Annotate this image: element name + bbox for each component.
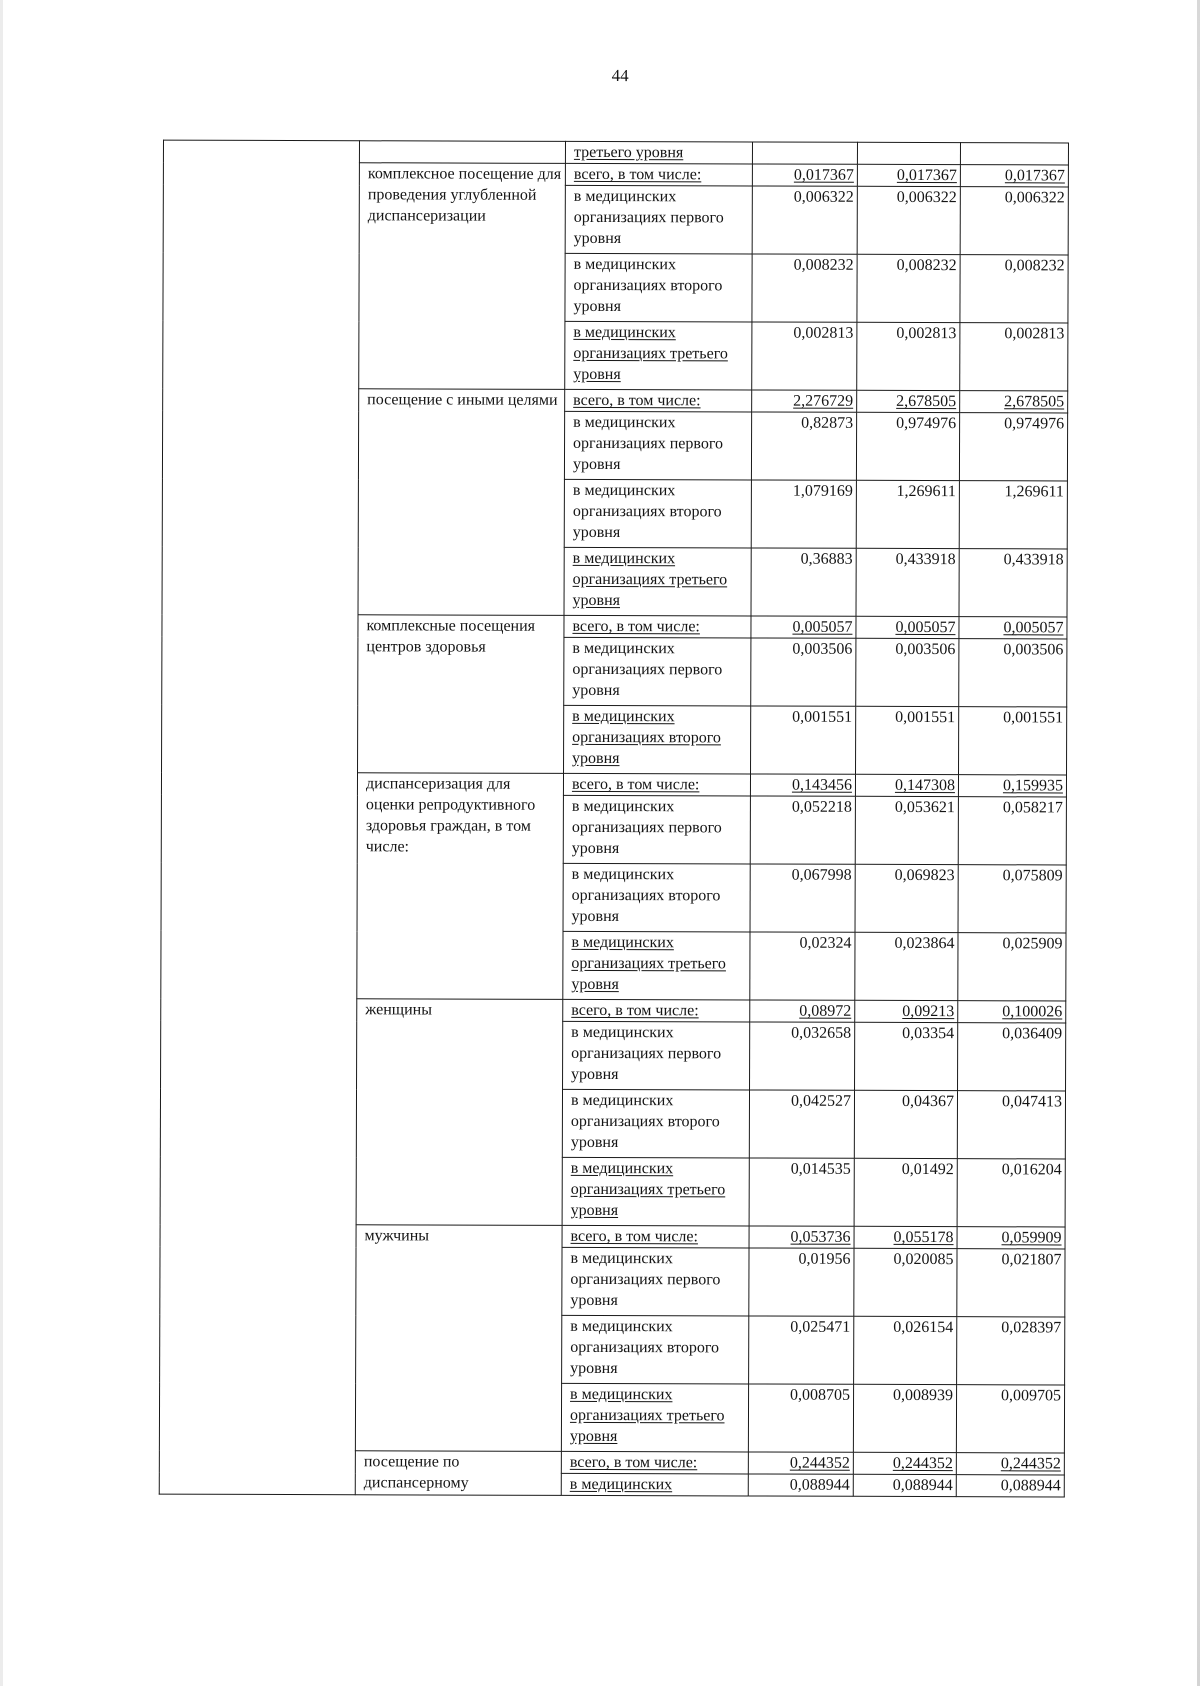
level-label-cell-text: в медицинских организациях третьего уровня — [573, 323, 728, 384]
total-label-cell — [562, 1225, 749, 1248]
level-label-cell-text: в медицинских организациях второго уровня — [572, 707, 721, 768]
value-cell-3 — [956, 1453, 1064, 1475]
value-cell-3 — [957, 1249, 1065, 1317]
level-label-cell — [564, 479, 751, 548]
value-cell-1-text: 0,002813 — [793, 324, 854, 342]
value-cell-2-text: 0,020085 — [893, 1250, 954, 1269]
value-cell-3-text: 0,009705 — [1001, 1387, 1062, 1405]
value-cell-3-text: 0,075809 — [1002, 867, 1063, 885]
value-cell-2-text: 0,003506 — [895, 640, 956, 659]
value-cell-2-text: 0,147308 — [894, 776, 956, 795]
value-cell-1-text: 0,003506 — [792, 640, 853, 658]
value-cell-1 — [751, 548, 856, 616]
value-cell-1 — [749, 1248, 854, 1316]
value-cell-3-text: 0,974976 — [1004, 415, 1065, 433]
value-cell-2 — [856, 412, 959, 480]
value-cell-1 — [752, 254, 857, 322]
value-cell-3-text: 0,001551 — [1003, 709, 1064, 727]
value-cell-2 — [854, 1090, 957, 1158]
value-cell-1 — [750, 774, 855, 796]
value-cell-3 — [959, 481, 1067, 549]
value-cell-1-text: 0,01956 — [798, 1250, 851, 1268]
value-cell-2-text: 0,244352 — [892, 1454, 953, 1473]
total-label-cell — [563, 773, 750, 796]
value-cell-3 — [960, 323, 1068, 391]
value-cell-3 — [956, 1385, 1064, 1453]
value-cell-3 — [960, 187, 1068, 255]
value-cell-2 — [853, 1384, 956, 1452]
value-cell-2-text: 0,006322 — [896, 188, 957, 207]
total-label-cell-text: всего, в том числе: — [571, 1001, 699, 1020]
value-cell-1 — [751, 412, 856, 480]
level-label-cell — [562, 1315, 749, 1384]
value-cell-2 — [856, 638, 959, 706]
value-cell-2 — [854, 1226, 957, 1248]
value-cell-3-text: 0,003506 — [1003, 641, 1064, 659]
value-cell-1 — [749, 1158, 854, 1226]
level-label-cell — [561, 1473, 748, 1496]
value-cell-3 — [958, 933, 1066, 1001]
value-cell-2 — [855, 864, 958, 932]
value-cell-2-text: 1,269611 — [896, 482, 956, 501]
category-cell — [359, 141, 565, 164]
value-cell-2 — [853, 1452, 956, 1474]
level-label-cell-text: в медицинских организациях второго уровня — [570, 1317, 720, 1378]
value-cell-1 — [752, 390, 857, 412]
value-cell-2 — [857, 186, 960, 254]
value-cell-2 — [857, 390, 960, 412]
value-cell-1 — [752, 186, 857, 254]
level-label-cell-text: в медицинских — [569, 1475, 673, 1494]
value-cell-1 — [752, 322, 857, 390]
value-cell-2-text: 0,04367 — [901, 1092, 955, 1111]
value-cell-3-text: 0,059909 — [1001, 1229, 1062, 1247]
level-label-cell-text: в медицинских организациях третьего уровня — [570, 1159, 726, 1220]
value-cell-1-text: 0,042527 — [790, 1092, 852, 1110]
level-label-cell — [565, 253, 752, 322]
total-label-cell — [565, 389, 752, 412]
value-cell-3-text: 0,008232 — [1004, 257, 1065, 275]
value-cell-1 — [751, 706, 856, 774]
category-cell-text: диспансеризация для оценки репродуктивного здоровья граждан, в том числе: — [365, 775, 536, 856]
value-cell-2-text: 0,008232 — [896, 256, 957, 275]
level-label-cell-text: в медицинских организациях третьего уровня — [572, 549, 728, 610]
value-cell-1 — [750, 932, 855, 1000]
value-cell-3-text: 0,021807 — [1001, 1251, 1062, 1269]
value-cell-1-text: 0,088944 — [789, 1476, 850, 1494]
category-cell-text: комплексное посещение для проведения углубленной диспансеризации — [367, 165, 562, 225]
level-cell-text: третьего уровня — [573, 143, 684, 162]
value-cell-3 — [959, 707, 1067, 775]
value-cell-2 — [857, 164, 960, 186]
level-label-cell-text: в медицинских организациях второго уровня — [570, 1091, 720, 1152]
value-cell-1 — [750, 1000, 855, 1022]
value-cell-3 — [958, 1001, 1066, 1023]
value-cell-2 — [856, 706, 959, 774]
data-table — [159, 140, 1069, 1498]
value-cell-1 — [748, 1384, 853, 1452]
value-cell-1 — [751, 638, 856, 706]
total-label-cell-text: всего, в том числе: — [571, 775, 700, 794]
value-cell-2-text: 0,433918 — [895, 550, 956, 569]
total-label-cell — [565, 163, 752, 186]
level-label-cell-text: в медицинских организациях первого уровня — [571, 797, 722, 858]
value-cell-2 — [854, 1158, 957, 1226]
value-cell-2-text: 0,026154 — [893, 1318, 954, 1337]
level-label-cell — [563, 931, 750, 1000]
value-cell-1-text: 0,143456 — [791, 776, 853, 794]
value-cell-2-text: 0,001551 — [895, 708, 956, 727]
value-cell-3 — [959, 549, 1067, 617]
level-label-cell-text: в медицинских организациях первого уровня — [573, 187, 724, 248]
value-cell-1-text: 0,08972 — [799, 1002, 852, 1020]
category-cell — [357, 773, 564, 1000]
value-cell-3 — [958, 865, 1066, 933]
value-cell-2-text: 0,09213 — [902, 1002, 955, 1021]
value-cell-3-text: 0,159935 — [1002, 777, 1063, 795]
value-cell-1-text: 0,006322 — [793, 188, 854, 206]
category-cell — [356, 999, 563, 1226]
value-cell-2-text: 0,03354 — [902, 1024, 955, 1043]
value-cell-2 — [855, 796, 958, 864]
value-cell-1-text: 0,36883 — [800, 550, 853, 568]
value-cell-3-text: 0,433918 — [1003, 551, 1064, 569]
value-cell-3-text: 0,028397 — [1001, 1319, 1062, 1337]
value-cell-2-text: 0,053621 — [894, 798, 955, 817]
level-label-cell-text: в медицинских организациях третьего уровня — [571, 933, 726, 994]
value-cell-1-text: 0,001551 — [792, 708, 853, 726]
value-cell — [752, 142, 857, 164]
value-cell-1-text: 0,82873 — [801, 414, 854, 432]
total-label-cell — [564, 615, 751, 638]
level-label-cell — [565, 185, 752, 254]
value-cell-1-text: 0,032658 — [791, 1024, 852, 1042]
level-label-cell-text: в медицинских организациях второго уровня — [571, 865, 721, 926]
value-cell-3 — [959, 617, 1067, 639]
level-label-cell-text: в медицинских организациях первого уровня — [571, 1023, 722, 1084]
value-cell-1 — [749, 1090, 854, 1158]
value-cell-1 — [748, 1452, 853, 1474]
category-cell — [358, 615, 564, 774]
value-cell-1 — [751, 616, 856, 638]
value-cell-2-text: 2,678505 — [896, 392, 957, 411]
value-cell-3-text: 0,006322 — [1004, 189, 1065, 207]
level-label-cell — [562, 1089, 749, 1158]
value-cell-2 — [855, 1022, 958, 1090]
page-number: 44 — [611, 66, 629, 86]
total-label-cell-text: всего, в том числе: — [569, 1453, 698, 1472]
value-cell-1-text: 0,025471 — [790, 1318, 851, 1336]
value-cell-3-text: 2,678505 — [1004, 393, 1065, 411]
value-cell-2-text: 0,088944 — [892, 1476, 953, 1495]
value-cell-2 — [854, 1248, 957, 1316]
category-cell-text: женщины — [365, 1001, 432, 1019]
level-label-cell — [564, 705, 751, 774]
level-label-cell — [562, 1247, 749, 1316]
level-label-cell — [563, 795, 750, 864]
category-cell-text: посещение с иными целями — [367, 391, 558, 409]
value-cell-2 — [856, 480, 959, 548]
value-cell-3-text: 0,016204 — [1001, 1161, 1062, 1179]
value-cell-3 — [958, 775, 1066, 797]
value-cell-2 — [853, 1474, 956, 1496]
value-cell-3 — [957, 1091, 1065, 1159]
value-cell-3-text: 0,017367 — [1004, 167, 1065, 185]
total-label-cell — [561, 1451, 748, 1474]
value-cell-3-text: 0,005057 — [1003, 619, 1064, 637]
value-cell-1-text: 0,017367 — [793, 166, 854, 184]
total-label-cell-text: всего, в том числе: — [570, 1227, 699, 1246]
value-cell-3-text: 0,244352 — [1000, 1455, 1061, 1473]
value-cell-3-text: 0,058217 — [1002, 799, 1063, 817]
level-label-cell — [563, 863, 750, 932]
value-cell-2-text: 0,023864 — [894, 934, 955, 953]
value-cell-3 — [960, 391, 1068, 413]
value-cell-2-text: 0,002813 — [896, 324, 957, 343]
level-label-cell-text: в медицинских организациях третьего уровня — [569, 1385, 725, 1446]
value-cell-1 — [750, 796, 855, 864]
value-cell-1-text: 0,005057 — [792, 618, 853, 636]
level-label-cell — [564, 547, 751, 616]
level-label-cell — [563, 1021, 750, 1090]
category-cell — [355, 1451, 561, 1496]
value-cell-2-text: 0,069823 — [894, 866, 955, 885]
value-cell-3-text: 0,002813 — [1004, 325, 1065, 343]
value-cell-2 — [855, 1000, 958, 1022]
value-cell-1-text: 0,008232 — [793, 256, 854, 274]
value-cell-3-text: 0,100026 — [1002, 1003, 1063, 1021]
value-cell-2 — [857, 254, 960, 322]
value-cell-3 — [957, 1159, 1065, 1227]
value-cell-1 — [748, 1474, 853, 1496]
value-cell-3-text: 1,269611 — [1004, 483, 1064, 501]
value-cell-3 — [959, 413, 1067, 481]
value-cell-2 — [856, 548, 959, 616]
table-row — [163, 140, 1068, 165]
value-cell-3 — [956, 1475, 1064, 1497]
category-cell — [359, 163, 566, 390]
value-cell-2-text: 0,017367 — [896, 166, 957, 185]
category-cell-text: комплексные посещения центров здоровья — [366, 617, 536, 656]
value-cell-2-text: 0,974976 — [896, 414, 957, 433]
total-label-cell-text: всего, в том числе: — [573, 391, 701, 410]
value-cell-3-text: 0,036409 — [1002, 1025, 1063, 1043]
left-blank-cell — [159, 140, 359, 1495]
value-cell-2 — [854, 1316, 957, 1384]
value-cell-2-text: 0,055178 — [893, 1228, 954, 1247]
total-label-cell-text: всего, в том числе: — [573, 165, 702, 184]
value-cell-1-text: 0,052218 — [791, 798, 852, 816]
value-cell-2-text: 0,005057 — [895, 618, 956, 637]
category-cell — [358, 389, 565, 616]
level-label-cell-text: в медицинских организациях второго уровня — [573, 255, 723, 316]
category-cell-text: посещение по диспансерному — [363, 1453, 469, 1492]
value-cell-3 — [957, 1317, 1065, 1385]
level-label-cell — [564, 637, 751, 706]
total-label-cell — [563, 999, 750, 1022]
value-cell-1 — [750, 1022, 855, 1090]
value-cell-1-text: 0,067998 — [791, 866, 852, 884]
value-cell-1-text: 0,008705 — [790, 1386, 851, 1404]
level-label-cell — [562, 1157, 749, 1226]
value-cell-1-text: 0,02324 — [799, 934, 852, 952]
value-cell-1 — [750, 864, 855, 932]
value-cell-3 — [959, 639, 1067, 707]
level-label-cell-text: в медицинских организациях первого уровня — [570, 1249, 721, 1310]
value-cell-1 — [752, 164, 857, 186]
value-cell-1-text: 0,053736 — [790, 1228, 851, 1246]
level-cell — [565, 141, 752, 164]
value-cell-1-text: 0,014535 — [790, 1160, 851, 1178]
level-label-cell-text: в медицинских организациях первого уровня — [572, 639, 723, 700]
value-cell-3 — [960, 255, 1068, 323]
category-cell — [355, 1225, 562, 1452]
value-cell-2 — [855, 774, 958, 796]
value-cell-3-text: 0,025909 — [1002, 935, 1063, 953]
value-cell-1-text: 1,079169 — [792, 482, 853, 500]
table-body — [159, 140, 1068, 1497]
value-cell — [960, 143, 1068, 165]
level-label-cell — [564, 411, 751, 480]
value-cell-3 — [957, 1227, 1065, 1249]
value-cell-2 — [856, 616, 959, 638]
value-cell-1 — [749, 1226, 854, 1248]
value-cell — [857, 142, 960, 164]
level-label-cell — [565, 321, 752, 390]
category-cell-text: мужчины — [364, 1227, 430, 1245]
value-cell-3 — [958, 1023, 1066, 1091]
total-label-cell-text: всего, в том числе: — [572, 617, 700, 636]
level-label-cell-text: в медицинских организациях первого уровня — [572, 413, 724, 474]
value-cell-1 — [749, 1316, 854, 1384]
value-cell-2-text: 0,01492 — [901, 1160, 954, 1179]
value-cell-2 — [855, 932, 958, 1000]
value-cell-3 — [958, 797, 1066, 865]
value-cell-2 — [857, 322, 960, 390]
value-cell-1-text: 0,244352 — [789, 1454, 850, 1472]
value-cell-1 — [751, 480, 856, 548]
level-label-cell-text: в медицинских организациях второго уровня — [572, 481, 722, 542]
value-cell-3-text: 0,047413 — [1001, 1093, 1063, 1111]
value-cell-2-text: 0,008939 — [893, 1386, 954, 1405]
value-cell-3 — [960, 165, 1068, 187]
level-label-cell — [561, 1383, 748, 1452]
value-cell-1-text: 2,276729 — [793, 392, 854, 410]
value-cell-3-text: 0,088944 — [1000, 1477, 1061, 1495]
